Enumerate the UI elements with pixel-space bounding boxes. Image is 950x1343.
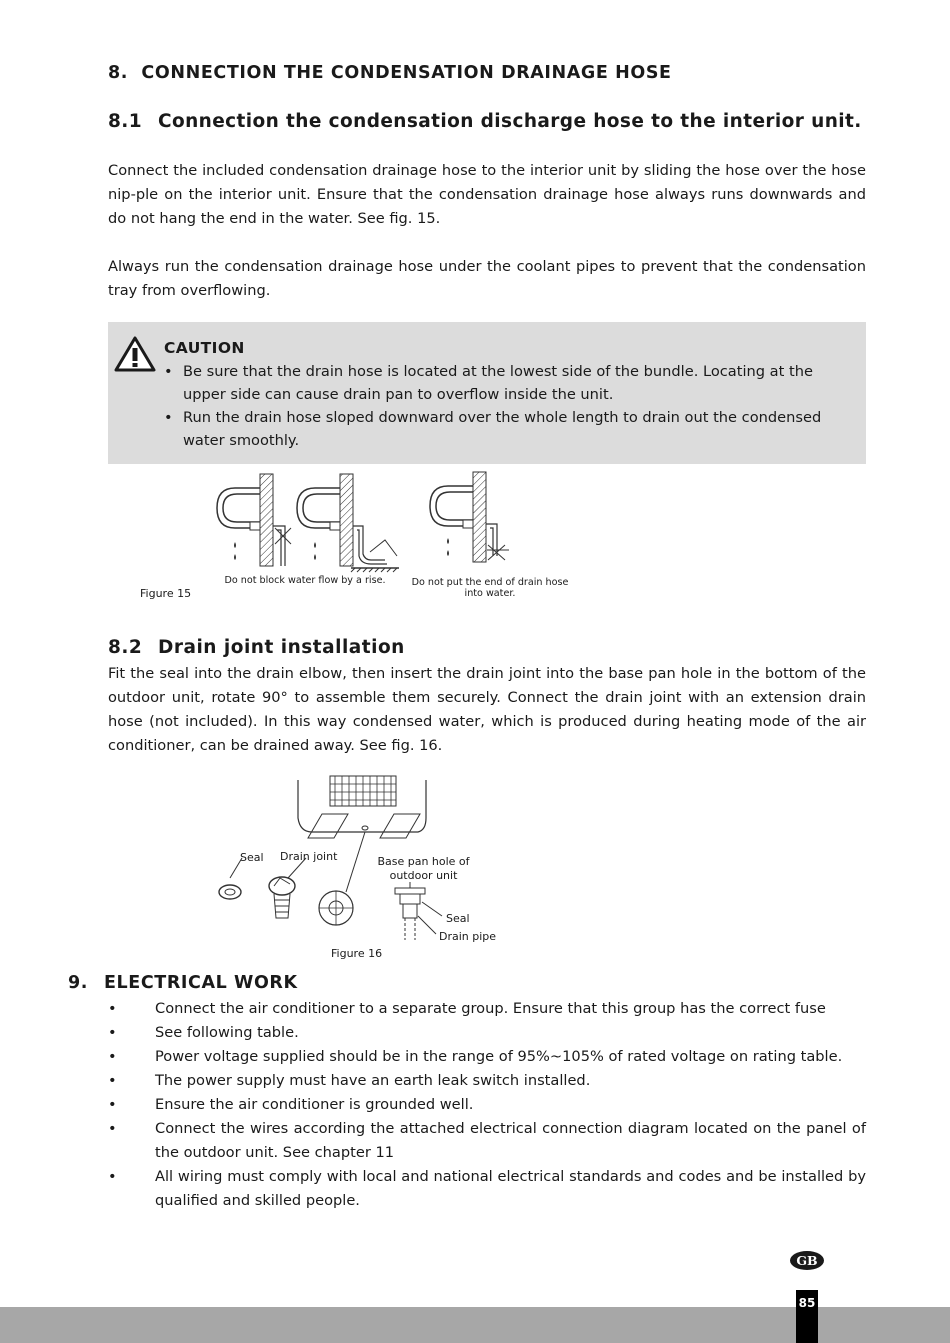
section-number: 8.1 xyxy=(108,111,142,132)
electrical-work-list xyxy=(108,997,866,1213)
caution-item: • Run the drain hose sloped downward over the whole length to drain out the condensed water smoothly. xyxy=(164,406,854,452)
list-item: • All wiring must comply with local and national electrical standards and codes and be installed by qualified and skilled people. xyxy=(108,1165,866,1213)
figure-15-panel-3 xyxy=(430,472,509,562)
figure-16-callout-drain-joint: Drain joint xyxy=(280,850,338,863)
list-item: • See following table. xyxy=(108,1021,866,1045)
figure-16-callout-seal: Seal xyxy=(240,851,264,864)
paragraph-hose-connection: Connect the included condensation drainage hose to the interior unit by sliding the hose over the hose nip-ple on the interior unit. Ensure that the condensation drainage hose always runs downwards and do not hang the end in the water. See fig. 15. xyxy=(108,162,866,227)
warning-triangle-icon xyxy=(113,335,157,373)
figure-15-caption-right: Do not put the end of drain hose into water. xyxy=(411,577,569,599)
figure-15-panel-1 xyxy=(217,474,291,566)
section-number: 8.2 xyxy=(108,637,143,658)
drain-joint-part xyxy=(269,858,306,918)
figure-16-callout-drain-pipe: Drain pipe xyxy=(439,930,497,943)
figure-16-callout-base-pan-hole: Base pan hole of outdoor unit xyxy=(377,855,470,882)
paragraph-hose-routing: Always run the condensation drainage hose under the coolant pipes to prevent that the condensation tray from overflowing. xyxy=(108,258,866,299)
list-item: • Connect the wires according the attached electrical connection diagram located on the panel of the outdoor unit. See chapter 11 xyxy=(108,1117,866,1165)
base-pan-hole-part xyxy=(319,891,353,925)
section-8-1-heading xyxy=(108,111,862,132)
figure-15-caption-left: Do not block water flow by a rise. xyxy=(224,575,386,586)
caution-list xyxy=(164,360,854,452)
seal-part xyxy=(219,858,242,899)
figure-15-drawing xyxy=(205,470,605,580)
section-title: Drain joint installation xyxy=(158,637,405,658)
section-number: 8. xyxy=(108,63,129,83)
outdoor-unit-base xyxy=(298,776,426,838)
figure-16-label: Figure 16 xyxy=(331,947,383,960)
section-8-heading xyxy=(108,63,672,83)
page-number: 85 xyxy=(796,1290,818,1343)
section-title: Connection the condensation discharge hose to the interior unit. xyxy=(158,111,862,132)
caution-title: CAUTION xyxy=(164,339,245,357)
section-title: ELECTRICAL WORK xyxy=(104,973,298,993)
section-8-2-heading xyxy=(108,637,405,658)
section-number: 9. xyxy=(68,973,89,993)
language-badge: GB xyxy=(790,1251,824,1270)
list-item: • Power voltage supplied should be in the range of 95%~105% of rated voltage on rating table. xyxy=(108,1045,866,1069)
assembled-drain-part xyxy=(395,882,442,940)
section-title: CONNECTION THE CONDENSATION DRAINAGE HOSE xyxy=(141,63,672,83)
section-9-heading xyxy=(68,973,298,993)
caution-box xyxy=(108,322,866,464)
list-item: • The power supply must have an earth leak switch installed. xyxy=(108,1069,866,1093)
list-item: • Ensure the air conditioner is grounded well. xyxy=(108,1093,866,1117)
caution-item: • Be sure that the drain hose is located at the lowest side of the bundle. Locating at the upper side can cause drain pan to overflow inside the unit. xyxy=(164,360,854,406)
list-item: • Connect the air conditioner to a separate group. Ensure that this group has the correct fuse xyxy=(108,997,866,1021)
figure-16-callout-seal-2: Seal xyxy=(446,912,470,925)
figure-15-panel-2 xyxy=(297,474,399,572)
figure-15-label: Figure 15 xyxy=(140,587,192,600)
paragraph-drain-joint: Fit the seal into the drain elbow, then insert the drain joint into the base pan hole in the bottom of the outdoor unit, rotate 90° to assemble them securely. Connect the drain joint with an extension drain hose (not included). In this way condensed water, which is produced during heating mode of the air conditioner, can be drained away. See fig. 16. xyxy=(108,665,866,754)
